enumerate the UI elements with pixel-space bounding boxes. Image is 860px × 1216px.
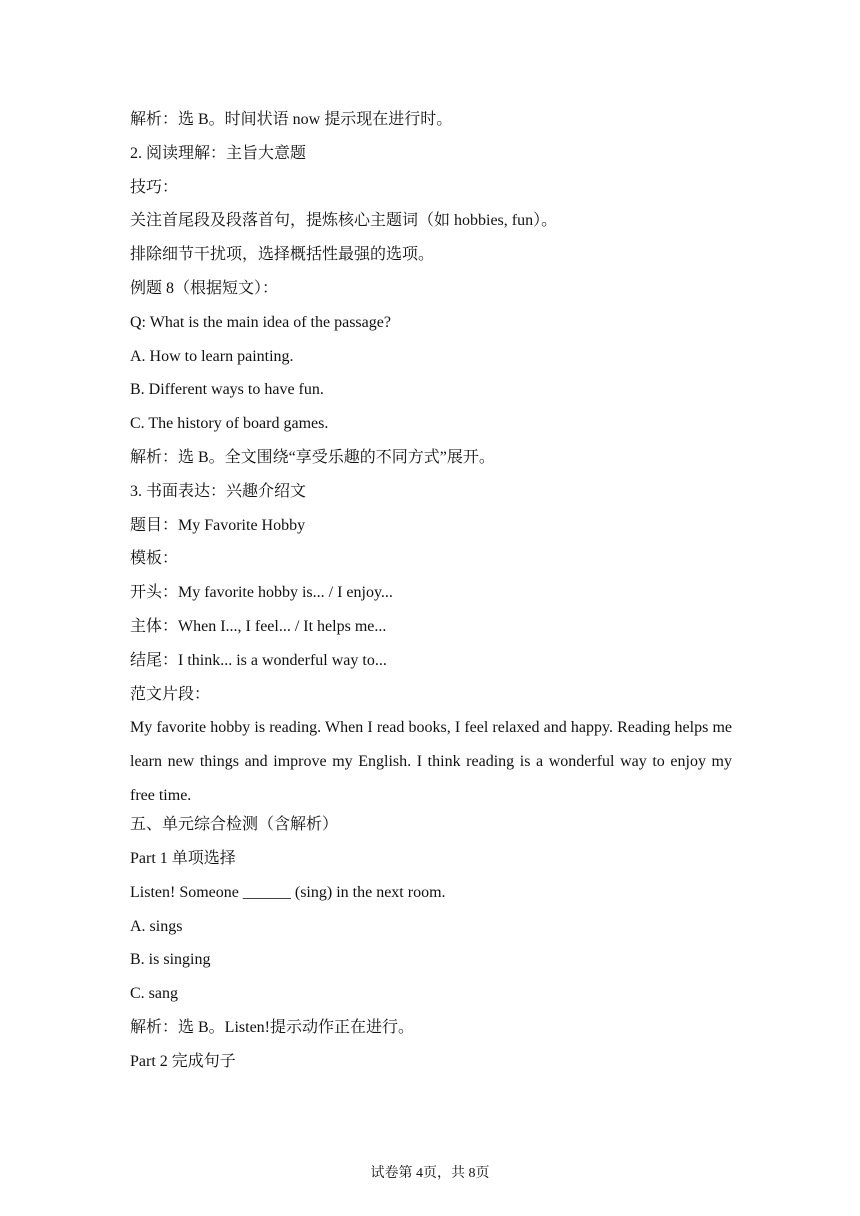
option-c: C. sang <box>130 985 178 1003</box>
example-heading: 例题 8（根据短文）： <box>130 279 279 297</box>
template-item: 结尾：I think... is a wonderful way to... <box>130 651 387 669</box>
answer-explanation: 解析：选 B。时间状语 now 提示现在进行时。 <box>130 111 453 128</box>
part-heading: Part 1 单项选择 <box>130 849 236 867</box>
template-item: 主体：When I..., I feel... / It helps me... <box>130 617 387 635</box>
tip-item: 关注首尾段及段落首句，提炼核心主题词（如 hobbies, fun）。 <box>130 212 558 230</box>
option-b: B. Different ways to have fun. <box>130 381 324 399</box>
section-heading: 3. 书面表达：兴趣介绍文 <box>130 482 307 500</box>
tip-item: 排除细节干扰项，选择概括性最强的选项。 <box>130 246 435 264</box>
page-footer: 试卷第 4页，共 8页 <box>370 1166 490 1181</box>
option-a: A. How to learn painting. <box>130 347 294 365</box>
option-a: A. sings <box>130 917 183 935</box>
essay-title: 题目：My Favorite Hobby <box>130 516 306 534</box>
tips-label: 技巧： <box>130 178 179 196</box>
sample-label: 范文片段： <box>130 685 211 703</box>
section-heading: 五、单元综合检测（含解析） <box>130 816 339 834</box>
question-text: Listen! Someone ______ (sing) in the next room. <box>130 883 446 901</box>
template-item: 开头：My favorite hobby is... / I enjoy... <box>130 584 393 602</box>
question-text: Q: What is the main idea of the passage? <box>130 313 391 331</box>
page-body <box>130 108 732 1084</box>
part-heading: Part 2 完成句子 <box>130 1052 236 1070</box>
option-c: C. The history of board games. <box>130 415 329 433</box>
answer-explanation: 解析：选 B。Listen!提示动作正在进行。 <box>130 1018 414 1036</box>
section-heading: 2. 阅读理解：主旨大意题 <box>130 144 307 162</box>
answer-explanation: 解析：选 B。全文围绕“享受乐趣的不同方式”展开。 <box>130 448 495 466</box>
template-label: 模板： <box>130 550 179 568</box>
option-b: B. is singing <box>130 951 211 969</box>
sample-paragraph: My favorite hobby is reading. When I read books, I feel relaxed and happy. Reading helps me learn new things and improve my English. I think reading is a wonderful way to enjoy my free time. <box>130 719 732 805</box>
